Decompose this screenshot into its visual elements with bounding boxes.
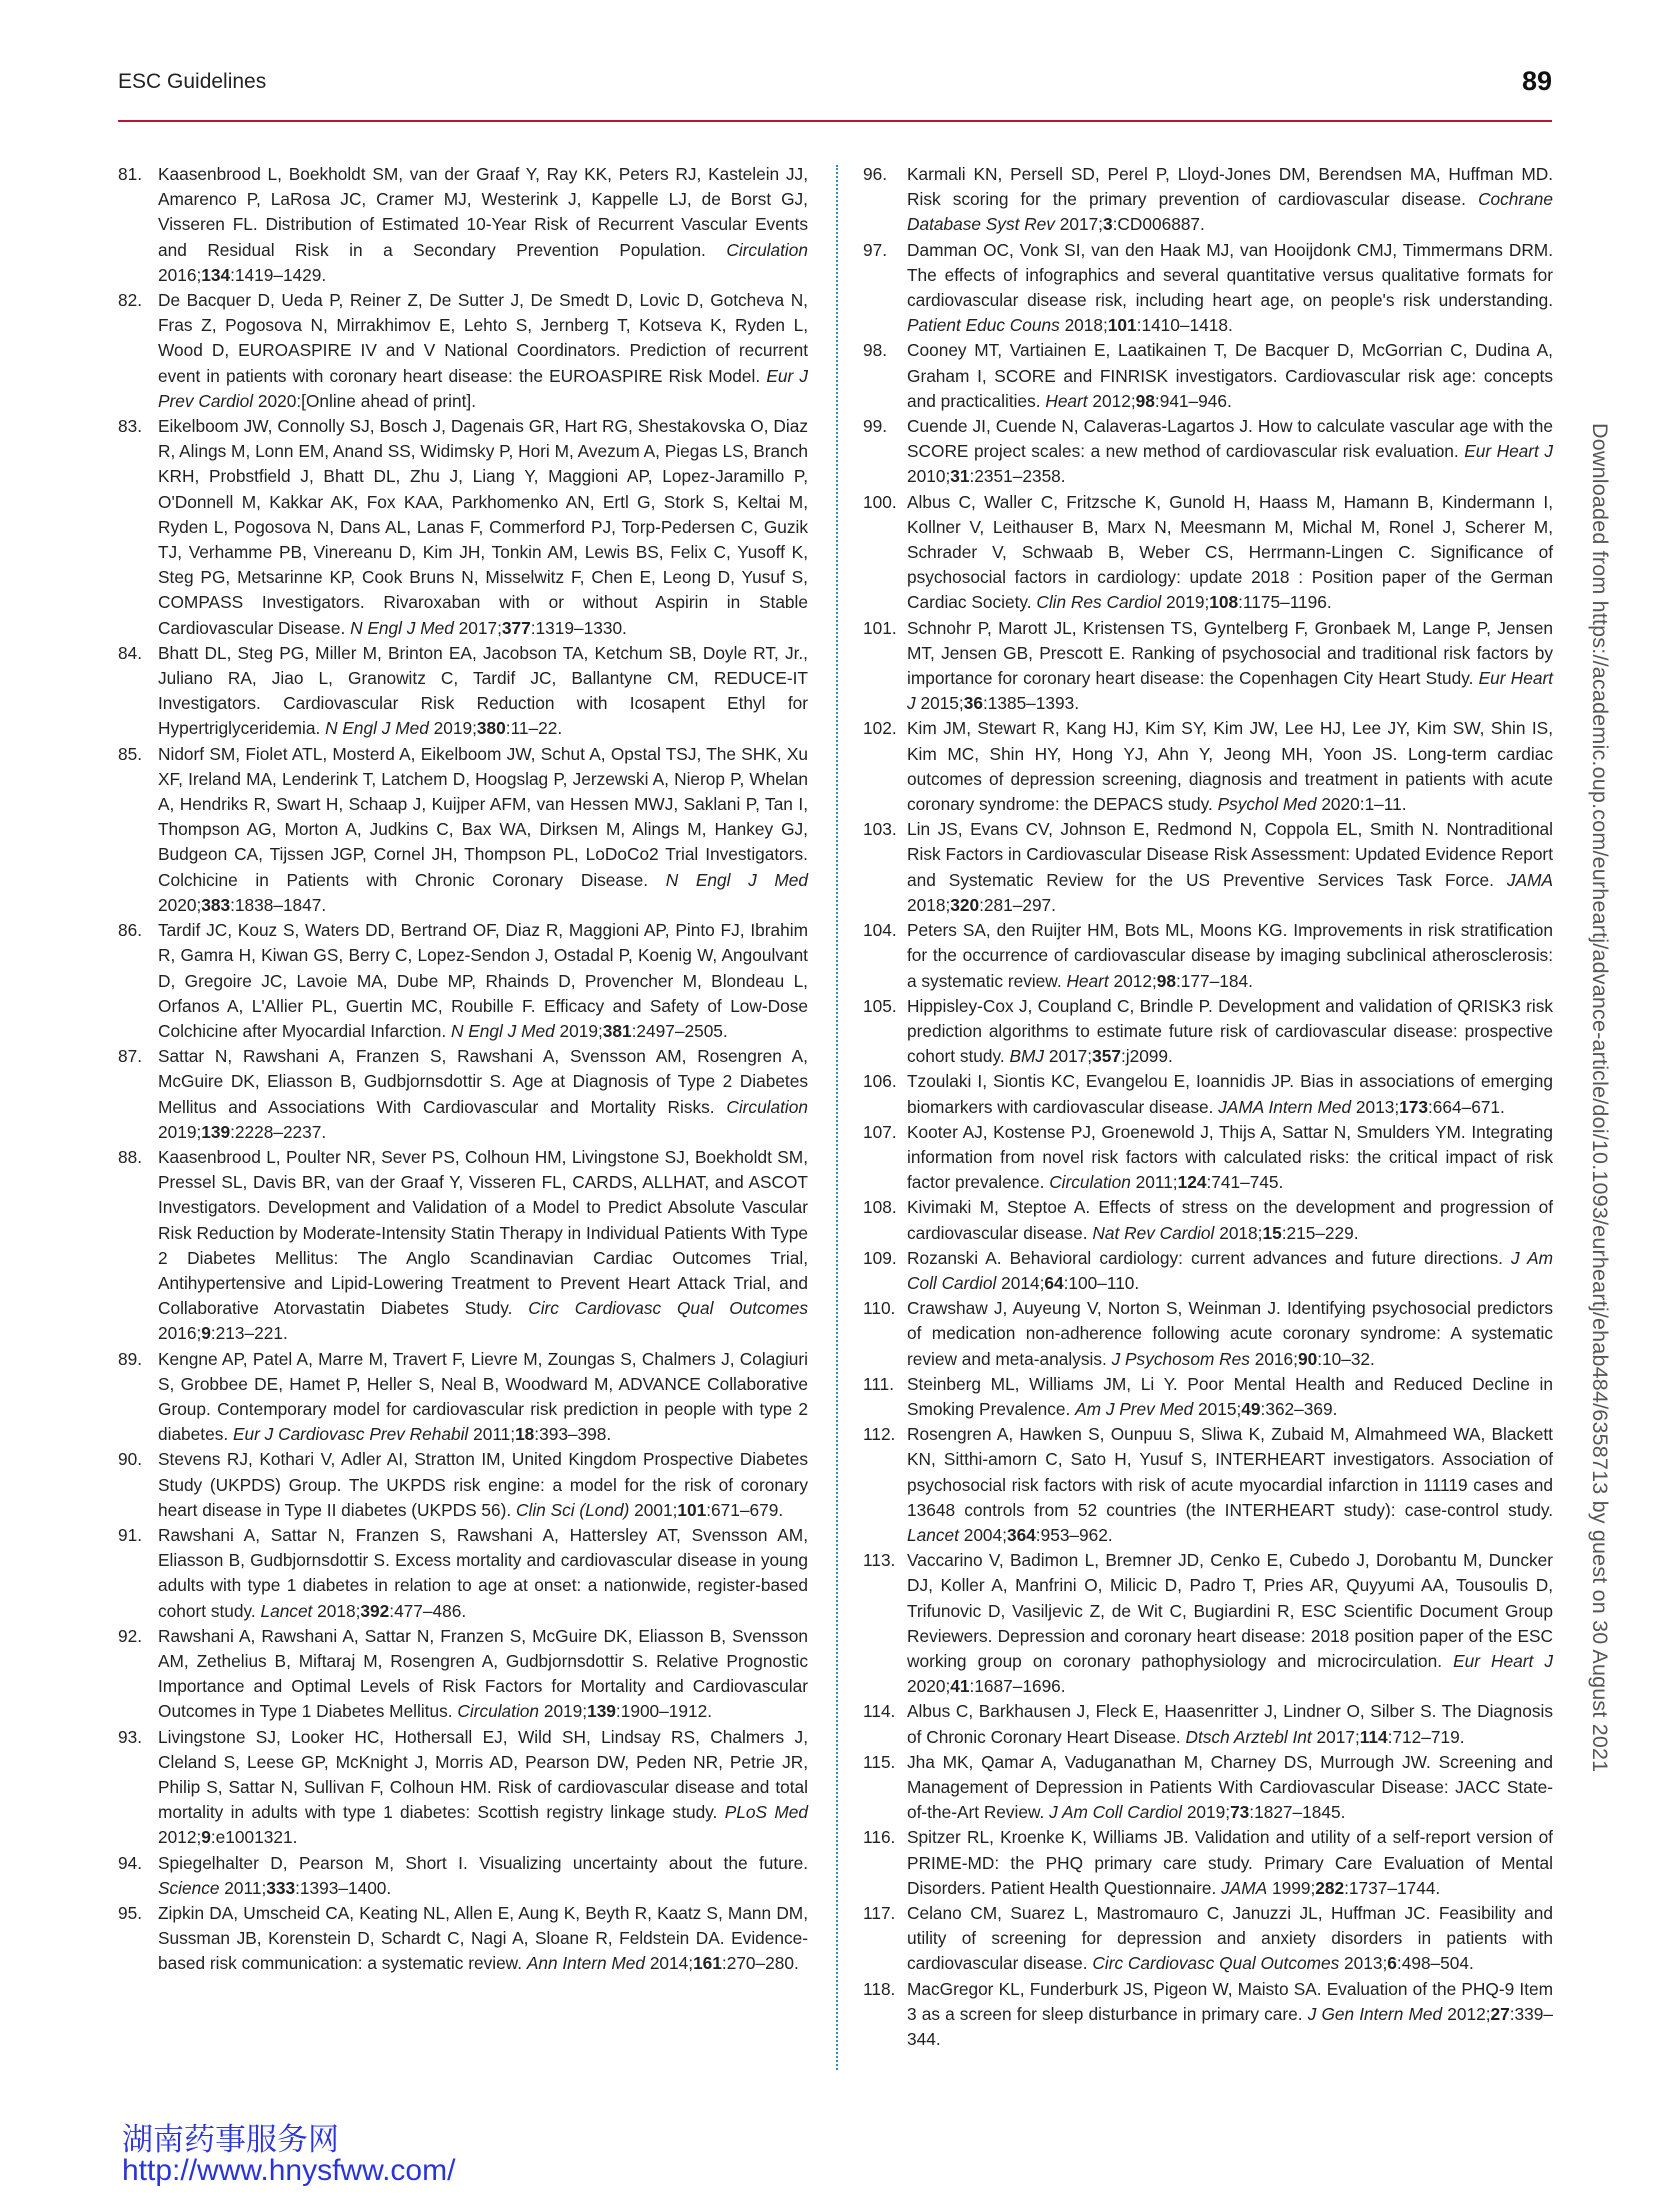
reference-volume: 101 (677, 1499, 707, 1520)
reference-pages: :1419–1429. (230, 264, 327, 285)
reference-year: 2014; (649, 1953, 694, 1974)
reference-text: Celano CM, Suarez L, Mastromauro C, Januzzi JL, Huffman JC. Feasibility and utility of screening for depression and anxiety disorders in patients with cardiovascular disease. (907, 1903, 1553, 1974)
reference-text: Damman OC, Vonk SI, van den Haak MJ, van Hooijdonk CMJ, Timmermans DRM. The effects of infographics and several quantitative versus qualitative formats for cardiovascular disease risk, including heart age, on people's risk understanding. (907, 239, 1553, 311)
reference-journal: Heart (1066, 970, 1109, 991)
reference-journal: N Engl J Med (665, 869, 808, 890)
reference-text: Albus C, Barkhausen J, Fleck E, Haasenritter J, Lindner O, Silber S. The Diagnosis of Chronic Coronary Heart Disease. (907, 1701, 1553, 1747)
reference-pages: :270–280. (721, 1953, 799, 1974)
reference-number: 111. (863, 1373, 895, 1394)
reference-entry (863, 994, 1553, 1070)
reference-text: De Bacquer D, Ueda P, Reiner Z, De Sutter J, De Smedt D, Lovic D, Gotcheva N, Fras Z, Pogosova N, Mirrakhimov E, Lehto S, Jernberg T, Kotseva K, Ryden L, Wood D, EUROASPIRE IV and V National Coordinators. Prediction of recurrent event in patients with coronary heart disease: the EUROASPIRE Risk Model. (158, 290, 808, 386)
reference-volume: 173 (1399, 1096, 1428, 1117)
reference-year: 2011; (224, 1877, 267, 1898)
reference-entry (863, 162, 1553, 238)
reference-volume: 320 (950, 894, 980, 915)
reference-pages: :1385–1393. (982, 693, 1080, 714)
reference-year: 2012; (1447, 2003, 1491, 2024)
reference-entry (118, 1523, 808, 1624)
reference-year: 2001; (634, 1499, 678, 1520)
reference-entry (863, 716, 1553, 817)
reference-text: Tardif JC, Kouz S, Waters DD, Bertrand OF, Diaz R, Maggioni AP, Pinto FJ, Ibrahim R, Gamra H, Kiwan GS, Berry C, Lopez-Sendon J, Ostadal P, Koenig W, Angoulvant D, Gregoire JC, Lavoie MA, Dube MP, Rhainds D, Provencher M, Blondeau L, Orfanos A, L'Allier PL, Guertin MC, Roubille F. Efficacy and Safety of Low-Dose Colchicine after Myocardial Infarction. (158, 920, 808, 1041)
reference-pages: :477–486. (389, 1600, 467, 1621)
reference-entry (118, 918, 808, 1044)
reference-volume: 101 (1107, 315, 1137, 336)
reference-journal: BMJ (1009, 1046, 1045, 1067)
reference-volume: 392 (360, 1600, 390, 1621)
reference-journal: J Am Coll Cardiol (1049, 1802, 1182, 1823)
reference-volume: 9 (201, 1323, 211, 1344)
reference-year: 2016; (1254, 1348, 1298, 1369)
reference-year: 2013; (1355, 1096, 1400, 1117)
reference-entry (863, 1120, 1553, 1196)
reference-text: Sattar N, Rawshani A, Franzen S, Rawshani A, Svensson AM, Rosengren A, McGuire DK, Eliasson B, Gudbjornsdottir S. Age at Diagnosis of Type 2 Diabetes Mellitus and Associations With Cardiovascular and Mortality Risks. (158, 1046, 808, 1117)
reference-volume: 27 (1490, 2003, 1510, 2024)
reference-number: 99. (863, 416, 888, 437)
reference-text: Kaasenbrood L, Boekholdt SM, van der Graaf Y, Ray KK, Peters RJ, Kastelein JJ, Amarenco P, LaRosa JC, Cramer MJ, Westerink J, Kappelle LJ, de Borst GJ, Visseren FL. Distribution of Estimated 10-Year Risk of Recurrent Vascular Events and Residual Risk in a Secondary Prevention Population. (158, 164, 808, 260)
reference-entry (118, 742, 808, 918)
reference-journal: Lancet (260, 1600, 313, 1621)
reference-entry (118, 1851, 808, 1901)
reference-entry (118, 1447, 808, 1523)
reference-volume: 134 (201, 264, 231, 285)
reference-journal: Circulation (726, 1096, 808, 1117)
reference-volume: 31 (950, 466, 970, 487)
reference-volume: 114 (1359, 1726, 1388, 1747)
reference-text: Kooter AJ, Kostense PJ, Groenewold J, Thijs A, Sattar N, Smulders YM. Integrating information from novel risk factors with calculated risks: the critical impact of risk factor prevalence. (907, 1121, 1553, 1193)
reference-number: 107. (863, 1121, 897, 1142)
header-rule (118, 120, 1552, 122)
reference-entry (118, 414, 808, 641)
reference-pages: :498–504. (1396, 1953, 1474, 1974)
reference-pages: :671–679. (706, 1499, 784, 1520)
reference-year: 2012; (158, 1827, 202, 1848)
reference-journal: Circulation (1049, 1172, 1131, 1193)
reference-entry (863, 1069, 1553, 1119)
running-head: ESC Guidelines (118, 70, 267, 93)
reference-journal: JAMA (1221, 1877, 1268, 1898)
reference-pages: :2351–2358. (969, 466, 1066, 487)
reference-pages: :362–369. (1260, 1398, 1338, 1419)
reference-number: 82. (118, 290, 143, 311)
reference-volume: 9 (201, 1827, 211, 1848)
reference-number: 101. (863, 617, 897, 638)
column-divider (836, 165, 838, 2070)
reference-year: 2017; (1048, 1046, 1093, 1067)
reference-volume: 161 (693, 1953, 722, 1974)
reference-journal: Eur Heart J (1464, 441, 1553, 462)
reference-number: 105. (863, 995, 897, 1016)
reference-number: 94. (118, 1852, 143, 1873)
reference-text: Rawshani A, Rawshani A, Sattar N, Franzen S, McGuire DK, Eliasson B, Svensson AM, Zethelius B, Miftaraj M, Rosengren A, Gudbjornsdottir S. Relative Prognostic Importance and Optimal Levels of Risk Factors for Mortality and Cardiovascular Outcomes in Type 1 Diabetes Mellitus. (158, 1625, 808, 1722)
reference-number: 85. (118, 743, 143, 764)
reference-volume: 139 (587, 1701, 616, 1722)
reference-year: 2019; (1186, 1802, 1231, 1823)
reference-year: 2020; (158, 894, 202, 915)
reference-year: 2016; (158, 1323, 202, 1344)
reference-journal: Clin Res Cardiol (1036, 592, 1162, 613)
reference-number: 118. (863, 1978, 896, 1999)
reference-volume: 98 (1156, 970, 1176, 991)
reference-entry (118, 288, 808, 414)
reference-year: 2020: (1321, 794, 1365, 815)
reference-pages: :712–719. (1387, 1726, 1465, 1747)
reference-entry (118, 1347, 808, 1448)
reference-journal: Nat Rev Cardiol (1092, 1222, 1215, 1243)
reference-journal: Science (158, 1877, 220, 1898)
reference-year: 2019; (543, 1701, 588, 1722)
reference-text: Lin JS, Evans CV, Johnson E, Redmond N, Coppola EL, Smith N. Nontraditional Risk Factors in Cardiovascular Disease Risk Assessment: Updated Evidence Report and Systematic Review for the US Preventive Services Task Force. (907, 819, 1553, 890)
reference-pages: :e1001321. (210, 1827, 298, 1848)
reference-entry (863, 1699, 1553, 1749)
reference-journal: Circulation (457, 1701, 540, 1722)
reference-year: 2019; (1166, 592, 1210, 613)
reference-volume: 380 (476, 718, 506, 739)
reference-entry (863, 817, 1553, 918)
reference-number: 116. (863, 1827, 896, 1848)
reference-journal: N Engl J Med (325, 718, 429, 739)
reference-entry (863, 1901, 1553, 1977)
reference-volume: 98 (1135, 390, 1155, 411)
reference-pages: :2228–2237. (230, 1121, 327, 1142)
reference-text: Bhatt DL, Steg PG, Miller M, Brinton EA, Jacobson TA, Ketchum SB, Doyle RT, Jr., Juliano RA, Jiao L, Granowitz C, Tardif JC, Ballantyne CM, REDUCE-IT Investigators. Cardiovascular Risk Reduction with Icosapent Ethyl for Hypertriglyceridemia. (158, 642, 808, 739)
reference-number: 115. (863, 1751, 896, 1772)
reference-pages: :393–398. (534, 1424, 612, 1445)
reference-number: 108. (863, 1197, 897, 1218)
reference-journal: Eur Heart J (1453, 1650, 1553, 1671)
reference-text: Peters SA, den Ruijter HM, Bots ML, Moons KG. Improvements in risk stratification for the occurrence of cardiovascular disease by imaging subclinical atherosclerosis: a systematic review. (907, 920, 1553, 991)
reference-pages: :281–297. (979, 894, 1056, 915)
reference-journal: Patient Educ Couns (907, 315, 1060, 336)
reference-pages: 1–11. (1364, 794, 1407, 815)
reference-number: 91. (118, 1524, 143, 1545)
reference-text: Zipkin DA, Umscheid CA, Keating NL, Allen E, Aung K, Beyth R, Kaatz S, Mann DM, Sussman JB, Korenstein D, Schardt C, Nagi A, Sloane R, Feldstein DA. Evidence-based risk communication: a systematic review. (158, 1903, 808, 1974)
reference-volume: 357 (1092, 1046, 1121, 1067)
watermark-url[interactable]: http://www.hnysfww.com/ (122, 2154, 456, 2187)
reference-pages: :1319–1330. (530, 617, 627, 638)
reference-pages: :1410–1418. (1136, 315, 1233, 336)
reference-year: 2012; (1113, 970, 1157, 991)
reference-entry (118, 1624, 808, 1725)
reference-journal: Lancet (907, 1524, 959, 1545)
reference-entry (863, 338, 1553, 414)
reference-text: Steinberg ML, Williams JM, Li Y. Poor Mental Health and Reduced Decline in Smoking Prevalence. (907, 1373, 1553, 1419)
reference-pages: :741–745. (1206, 1172, 1284, 1193)
reference-journal: JAMA Intern Med (1218, 1096, 1352, 1117)
reference-journal: Eur Heart J (907, 668, 1553, 714)
reference-pages: :664–671. (1427, 1096, 1505, 1117)
reference-journal: Psychol Med (1217, 794, 1317, 815)
reference-text: Spitzer RL, Kroenke K, Williams JB. Validation and utility of a self-report version of PRIME-MD: the PHQ primary care study. Primary Care Evaluation of Mental Disorders. Patient Health Questionnaire. (907, 1827, 1553, 1898)
reference-volume: 333 (266, 1877, 296, 1898)
reference-number: 92. (118, 1625, 143, 1646)
reference-volume: 18 (515, 1424, 535, 1445)
reference-number: 90. (118, 1449, 143, 1470)
reference-number: 112. (863, 1424, 896, 1445)
reference-year: 2004; (963, 1524, 1007, 1545)
reference-text: Crawshaw J, Auyeung V, Norton S, Weinman J. Identifying psychosocial predictors of medication non-adherence following acute coronary syndrome: A systematic review and meta-analysis. (907, 1298, 1553, 1369)
reference-text: Karmali KN, Persell SD, Perel P, Lloyd-Jones DM, Berendsen MA, Huffman MD. Risk scoring for the primary prevention of cardiovascular disease. (907, 164, 1553, 210)
reference-text: Albus C, Waller C, Fritzsche K, Gunold H, Haass M, Hamann B, Kindermann I, Kollner V, Leithauser B, Marx N, Meesmann M, Michal M, Ronel J, Scherer M, Schrader V, Schwaab B, Weber CS, Herrmann-Lingen C. Significance of psychosocial factors in cardiology: update 2018 : Position paper of the German Cardiac Society. (907, 491, 1553, 613)
reference-text: Spiegelhalter D, Pearson M, Short I. Visualizing uncertainty about the future. (158, 1852, 808, 1873)
reference-entry (118, 641, 808, 742)
reference-entry (863, 1977, 1553, 2053)
reference-entry (863, 1246, 1553, 1296)
reference-text: Tzoulaki I, Siontis KC, Evangelou E, Ioannidis JP. Bias in associations of emerging biomarkers with cardiovascular disease. (907, 1071, 1553, 1117)
reference-number: 103. (863, 819, 897, 840)
reference-year: 2020; (907, 1676, 951, 1697)
reference-number: 98. (863, 340, 888, 361)
reference-entry (118, 1901, 808, 1977)
reference-volume: 3 (1102, 214, 1113, 235)
reference-entry (863, 490, 1553, 616)
reference-journal: N Engl J Med (450, 1020, 555, 1041)
reference-year: 1999; (1272, 1877, 1316, 1898)
reference-pages: :213–221. (210, 1323, 288, 1344)
reference-text: Schnohr P, Marott JL, Kristensen TS, Gyntelberg F, Gronbaek M, Lange P, Jensen MT, Jensen GB, Prescott E. Ranking of psychosocial and traditional risk factors by importance for coronary heart disease: the Copenhagen City Heart Study. (907, 617, 1553, 689)
reference-volume: 364 (1006, 1524, 1036, 1545)
reference-year: 2012; (1092, 390, 1136, 411)
reference-text: MacGregor KL, Funderburk JS, Pigeon W, Maisto SA. Evaluation of the PHQ-9 Item 3 as a screen for sleep disturbance in primary care. (907, 1978, 1553, 2024)
reference-year: 2017; (458, 617, 502, 638)
reference-journal: Circulation (726, 239, 808, 260)
reference-number: 113. (863, 1550, 896, 1571)
reference-volume: 381 (602, 1020, 632, 1041)
reference-text: Livingstone SJ, Looker HC, Hothersall EJ, Wild SH, Lindsay RS, Chalmers J, Cleland S, Leese GP, McKnight J, Morris AD, Pearson DW, Peden NR, Petrie JR, Philip S, Sattar N, Sullivan F, Colhoun HM. Risk of cardiovascular disease and total mortality in adults with type 1 diabetes: Scottish registry linkage study. (158, 1726, 808, 1823)
reference-year: 2018; (1064, 315, 1108, 336)
reference-number: 109. (863, 1247, 897, 1268)
reference-entry (118, 1044, 808, 1145)
reference-journal: PLoS Med (724, 1802, 808, 1823)
watermark-site-name: 湖南药事服务网 (122, 2122, 339, 2158)
reference-journal: Eur J Cardiovasc Prev Rehabil (232, 1424, 469, 1445)
reference-year: 2018; (1219, 1222, 1263, 1243)
reference-number: 106. (863, 1071, 897, 1092)
reference-entry (863, 238, 1553, 339)
reference-year: 2011; (473, 1424, 516, 1445)
reference-journal: J Gen Intern Med (1307, 2003, 1443, 2024)
reference-number: 89. (118, 1348, 143, 1369)
reference-pages: :953–962. (1035, 1524, 1113, 1545)
reference-volume: 64 (1044, 1272, 1064, 1293)
reference-year: 2020:[Online ahead of print]. (257, 390, 476, 411)
reference-journal: Clin Sci (Lond) (516, 1499, 630, 1520)
reference-number: 84. (118, 642, 143, 663)
reference-journal: J Psychosom Res (1111, 1348, 1250, 1369)
reference-volume: 383 (201, 894, 231, 915)
reference-pages: :1687–1696. (969, 1676, 1066, 1697)
reference-year: 2015; (1198, 1398, 1242, 1419)
page-header (118, 66, 1552, 106)
reference-pages: :1827–1845. (1249, 1802, 1346, 1823)
reference-number: 97. (863, 239, 888, 260)
reference-year: 2019; (559, 1020, 603, 1041)
reference-pages: :1900–1912. (615, 1701, 713, 1722)
reference-volume: 41 (950, 1676, 970, 1697)
reference-pages: :1175–1196. (1238, 592, 1332, 613)
reference-entry (863, 1372, 1553, 1422)
reference-number: 96. (863, 164, 888, 184)
reference-year: 2017; (1059, 214, 1103, 235)
reference-year: 2018; (907, 894, 951, 915)
reference-column-right (863, 162, 1553, 2052)
reference-text: Kaasenbrood L, Poulter NR, Sever PS, Colhoun HM, Livingstone SJ, Boekholdt SM, Pressel SL, Davis BR, van der Graaf Y, Visseren FL, CARDS, ALLHAT, and ASCOT Investigators. Development and Validation of a Model to Predict Absolute Vascular Risk Reduction by Moderate-Intensity Statin Therapy in Individual Patients With Type 2 Diabetes Mellitus: The Anglo Scandinavian Cardiac Outcomes Trial, Antihypertensive and Lipid-Lowering Treatment to Prevent Heart Attack Trial, and Collaborative Atorvastatin Diabetes Study. (158, 1146, 808, 1319)
reference-volume: 6 (1387, 1953, 1397, 1974)
reference-entry (863, 1296, 1553, 1372)
reference-journal: N Engl J Med (350, 617, 454, 638)
reference-text: Rosengren A, Hawken S, Ounpuu S, Sliwa K, Zubaid M, Almahmeed WA, Blackett KN, Sitthi-amorn C, Sato H, Yusuf S, INTERHEART investigators. Association of psychosocial risk factors with risk of acute myocardial infarction in 11119 cases and 13648 controls from 52 countries (the INTERHEART study): case-control study. (907, 1424, 1553, 1520)
reference-number: 95. (118, 1903, 143, 1924)
reference-text: Rozanski A. Behavioral cardiology: current advances and future directions. (907, 1247, 1503, 1268)
reference-number: 93. (118, 1726, 143, 1747)
reference-entry (863, 616, 1553, 717)
reference-pages: :1838–1847. (230, 894, 327, 915)
reference-volume: 49 (1241, 1398, 1261, 1419)
reference-journal: Circ Cardiovasc Qual Outcomes (1092, 1953, 1340, 1974)
reference-journal: Am J Prev Med (1075, 1398, 1194, 1419)
reference-year: 2011; (1135, 1172, 1178, 1193)
reference-volume: 124 (1177, 1172, 1207, 1193)
reference-entry (863, 1825, 1553, 1901)
reference-journal: J Am Coll Cardiol (907, 1247, 1553, 1293)
reference-entry (863, 1750, 1553, 1826)
reference-volume: 36 (963, 693, 983, 714)
reference-column-left (118, 162, 808, 1977)
reference-journal: Eur J Prev Cardiol (158, 365, 808, 411)
download-notice: Downloaded from https://academic.oup.com/eurheartj/advance-article/doi/10.1093/eurheartj/ehab484/6358713 by guest on 30 August 2021 (1588, 423, 1612, 1773)
reference-text: Hippisley-Cox J, Coupland C, Brindle P. Development and validation of QRISK3 risk prediction algorithms to estimate future risk of cardiovascular disease: prospective cohort study. (907, 995, 1553, 1067)
reference-number: 102. (863, 718, 897, 739)
reference-year: 2017; (1316, 1726, 1360, 1747)
reference-number: 87. (118, 1046, 143, 1067)
reference-pages: :10–32. (1317, 1348, 1375, 1369)
reference-entry (118, 162, 808, 288)
reference-pages: :177–184. (1176, 970, 1253, 991)
reference-entry (118, 1725, 808, 1851)
reference-number: 83. (118, 416, 143, 437)
reference-number: 100. (863, 491, 897, 512)
reference-journal: Cochrane Database Syst Rev (907, 189, 1553, 235)
reference-pages: :11–22. (505, 718, 563, 739)
reference-pages: :2497–2505. (631, 1020, 728, 1041)
reference-year: 2018; (317, 1600, 361, 1621)
reference-entry (863, 1548, 1553, 1699)
reference-journal: Heart (1045, 390, 1088, 411)
reference-year: 2019; (433, 718, 477, 739)
reference-text: Vaccarino V, Badimon L, Bremner JD, Cenko E, Cubedo J, Dorobantu M, Duncker DJ, Koller A, Manfrini O, Milicic D, Padro T, Pries AR, Quyyumi AA, Tousoulis D, Trifunovic D, Vasiljevic Z, de Wit C, Bugiardini R, ESC Scientific Document Group Reviewers. Depression and coronary heart disease: 2018 position paper of the ESC working group on coronary pathophysiology and microcirculation. (907, 1550, 1553, 1671)
reference-number: 88. (118, 1146, 143, 1167)
reference-volume: 282 (1315, 1877, 1345, 1898)
reference-pages: :1393–1400. (295, 1877, 392, 1898)
reference-text: Eikelboom JW, Connolly SJ, Bosch J, Dagenais GR, Hart RG, Shestakovska O, Diaz R, Alings M, Lonn EM, Anand SS, Widimsky P, Hori M, Avezum A, Piegas LS, Branch KRH, Probstfield J, Bhatt DL, Zhu J, Liang Y, Maggioni AP, Lopez-Jaramillo P, O'Donnell M, Kakkar AK, Fox KAA, Parkhomenko AN, Ertl G, Stork S, Keltai M, Ryden L, Pogosova N, Dans AL, Lanas F, Commerford PJ, Torp-Pedersen C, Guzik TJ, Verhamme PB, Vinereanu D, Kim JH, Tonkin AM, Lewis BS, Felix C, Yusoff K, Steg PG, Metsarinne KP, Cook Bruns N, Misselwitz F, Chen E, Leong D, Yusuf S, COMPASS Investigators. Rivaroxaban with or without Aspirin in Stable Cardiovascular Disease. (158, 416, 808, 638)
reference-pages: :CD006887. (1112, 214, 1205, 235)
reference-text: Kivimaki M, Steptoe A. Effects of stress on the development and progression of cardiovascular disease. (907, 1197, 1553, 1243)
reference-entry (118, 1145, 808, 1347)
reference-text: Cooney MT, Vartiainen E, Laatikainen T, De Bacquer D, McGorrian C, Dudina A, Graham I, SCORE and FINRISK investigators. Cardiovascular risk age: concepts and practicalities. (907, 340, 1553, 411)
reference-journal: Dtsch Arztebl Int (1185, 1726, 1312, 1747)
reference-text: Kim JM, Stewart R, Kang HJ, Kim SY, Kim JW, Lee HJ, Lee JY, Kim SW, Shin IS, Kim MC, Shin HY, Hong YJ, Ahn Y, Jeong MH, Yoon JS. Long-term cardiac outcomes of depression screening, diagnosis and treatment in patients with acute coronary syndrome: the DEPACS study. (907, 718, 1553, 815)
reference-text: Rawshani A, Sattar N, Franzen S, Rawshani A, Hattersley AT, Svensson AM, Eliasson B, Gudbjornsdottir S. Excess mortality and cardiovascular disease in young adults with type 1 diabetes in relation to age at onset: a nationwide, register-based cohort study. (158, 1524, 808, 1621)
reference-text: Stevens RJ, Kothari V, Adler AI, Stratton IM, United Kingdom Prospective Diabetes Study (UKPDS) Group. The UKPDS risk engine: a model for the risk of coronary heart disease in Type II diabetes (UKPDS 56). (158, 1449, 808, 1520)
reference-journal: Ann Intern Med (526, 1953, 645, 1974)
reference-volume: 73 (1230, 1802, 1250, 1823)
reference-pages: :1737–1744. (1344, 1877, 1441, 1898)
page-number: 89 (1521, 66, 1552, 96)
reference-year: 2015; (920, 693, 964, 714)
reference-journal: JAMA (1506, 869, 1553, 890)
reference-pages: :100–110. (1063, 1272, 1140, 1293)
reference-entry (863, 1422, 1553, 1548)
reference-year: 2016; (158, 264, 202, 285)
reference-pages: :339–344. (907, 2003, 1553, 2050)
reference-volume: 108 (1209, 592, 1239, 613)
reference-year: 2013; (1344, 1953, 1388, 1974)
reference-entry (863, 1195, 1553, 1245)
reference-text: Jha MK, Qamar A, Vaduganathan M, Charney DS, Murrough JW. Screening and Management of Depression in Patients With Cardiovascular Disease: JACC State-of-the-Art Review. (907, 1751, 1553, 1823)
reference-number: 110. (863, 1298, 896, 1319)
reference-volume: 377 (501, 617, 531, 638)
reference-text: Cuende JI, Cuende N, Calaveras-Lagartos J. How to calculate vascular age with the SCORE project scales: a new method of cardiovascular risk evaluation. (907, 416, 1553, 462)
reference-volume: 15 (1262, 1222, 1282, 1243)
reference-number: 104. (863, 920, 897, 941)
reference-number: 114. (863, 1701, 896, 1722)
reference-entry (863, 918, 1553, 994)
reference-text: Nidorf SM, Fiolet ATL, Mosterd A, Eikelboom JW, Schut A, Opstal TSJ, The SHK, Xu XF, Ireland MA, Lenderink T, Latchem D, Hoogslag P, Jerzewski A, Nierop P, Whelan A, Hendriks R, Swart H, Schaap J, Kuijper AFM, van Hessen MWJ, Saklani P, Tan I, Thompson AG, Morton A, Judkins C, Bax WA, Dirksen M, Alings M, Hankey GJ, Budgeon CA, Tijssen JGP, Cornel JH, Thompson PL, LoDoCo2 Trial Investigators. Colchicine in Patients with Chronic Coronary Disease. (158, 743, 808, 890)
reference-year: 2019; (158, 1121, 202, 1142)
reference-entry (863, 414, 1553, 490)
reference-text: Kengne AP, Patel A, Marre M, Travert F, Lievre M, Zoungas S, Chalmers J, Colagiuri S, Grobbee DE, Hamet P, Heller S, Neal B, Woodward M, ADVANCE Collaborative Group. Contemporary model for cardiovascular risk prediction in people with type 2 diabetes. (158, 1348, 808, 1445)
reference-pages: :941–946. (1154, 390, 1232, 411)
reference-pages: :j2099. (1120, 1046, 1173, 1067)
reference-number: 81. (118, 164, 143, 184)
reference-volume: 139 (201, 1121, 231, 1142)
reference-year: 2014; (1001, 1272, 1045, 1293)
reference-pages: :215–229. (1281, 1222, 1359, 1243)
reference-volume: 90 (1297, 1348, 1318, 1369)
reference-number: 117. (863, 1903, 896, 1924)
reference-year: 2010; (907, 466, 951, 487)
reference-number: 86. (118, 920, 143, 941)
reference-journal: Circ Cardiovasc Qual Outcomes (528, 1298, 808, 1319)
